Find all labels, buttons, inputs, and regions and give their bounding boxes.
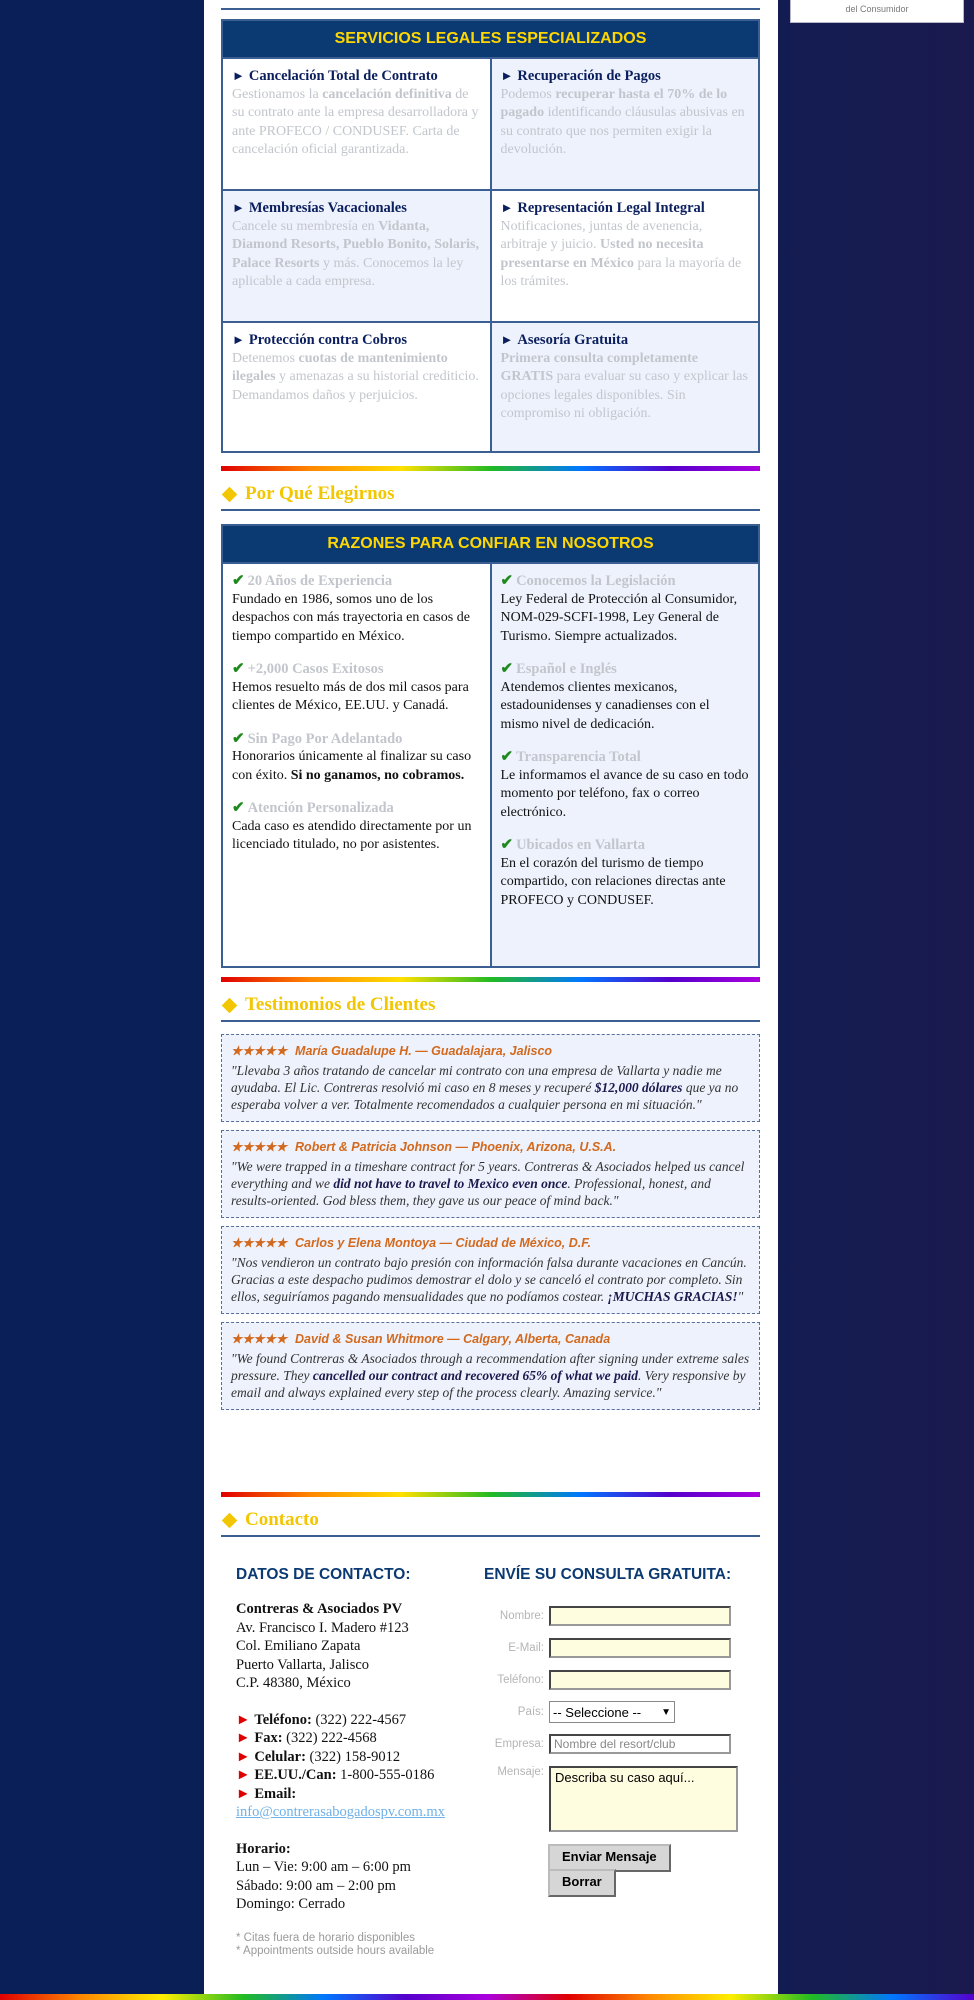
- main-content: [204, 0, 778, 1996]
- arrow-right-icon: ►: [232, 68, 245, 83]
- testimonial-card: [221, 1226, 760, 1314]
- arrow-right-icon: ►: [500, 68, 514, 83]
- reason-text: Fundado en 1986, somos uno de los despachos con más trayectoria en casos de tiempo compartido en México.: [232, 591, 470, 644]
- quote-emphasis: $12,000 dólares: [594, 1080, 683, 1095]
- divider: [221, 1535, 760, 1537]
- contact-section-title: [221, 1507, 760, 1535]
- checkmark-icon: ✔: [500, 749, 514, 765]
- service-cell: [491, 190, 760, 322]
- reason-text: Hemos resuelto más de dos mil casos para clientes de México, EE.UU. y Canadá.: [232, 679, 469, 713]
- quote-text: "We were trapped in a timeshare contract for 5 years. Contreras & Asociados helped us cancel everything and we: [231, 1159, 745, 1191]
- service-emphasis: cuotas de mantenimiento ilegales: [232, 350, 448, 384]
- service-cell: [491, 58, 760, 190]
- quote-text: "Nos vendieron un contrato bajo presión con información falsa durante vacaciones en Cancún. Gracias a este despacho pudimos demostrar el dolo y se canceló el contrato por completo. Sin ellos, seguiríamos pagando mensualidades que no podíamos costear.: [231, 1255, 747, 1304]
- service-cell: [222, 58, 491, 190]
- us-phone-label: EE.UU./Can:: [254, 1767, 337, 1783]
- reason-heading: Sin Pago Por Adelantado: [247, 730, 403, 747]
- reason-body: [501, 679, 750, 735]
- checkmark-icon: ✔: [232, 730, 245, 747]
- diamond-icon: [222, 997, 238, 1013]
- cell-line: [236, 1748, 476, 1767]
- testimonials-title-text: Testimonios de Clientes: [245, 994, 436, 1015]
- email-label: Email:: [254, 1785, 297, 1802]
- quote-text: "We found Contreras & Asociados through a recommendation after signing under extreme sales pressure. They: [231, 1351, 750, 1383]
- chevron-down-icon: ▼: [661, 1706, 671, 1718]
- company-label: Empresa:: [494, 1738, 544, 1750]
- service-title: Recuperación de Pagos: [517, 68, 661, 84]
- service-emphasis: Primera consulta completamente GRATIS: [500, 350, 698, 384]
- service-text: Podemos: [500, 86, 556, 102]
- testimonial-card: [221, 1322, 760, 1410]
- cell-value: (322) 158-9012: [305, 1748, 401, 1765]
- reason-heading: Español e Inglés: [516, 661, 617, 677]
- reason-heading: Conocemos la Legislación: [516, 573, 676, 589]
- service-cell: [222, 322, 491, 452]
- diamond-icon: [222, 486, 238, 502]
- address-line: Av. Francisco I. Madero #123: [236, 1619, 409, 1636]
- services-table: [221, 19, 760, 453]
- arrow-right-icon: ►: [236, 1748, 251, 1765]
- reason-body: [232, 679, 481, 716]
- us-phone-value: 1-800-555-0186: [336, 1767, 435, 1783]
- service-text: Notificaciones, juntas de avenencia, arbitraje y juicio.: [500, 218, 703, 252]
- service-cell: [222, 190, 491, 322]
- email-link[interactable]: info@contrerasabogadospv.com.mx: [236, 1804, 445, 1820]
- reason-heading: Transparencia Total: [516, 749, 641, 765]
- quote-emphasis: ¡MUCHAS GRACIAS!: [607, 1289, 738, 1304]
- service-emphasis: cancelación definitiva: [322, 86, 452, 102]
- star-rating-icon: ★★★★★: [231, 1332, 288, 1346]
- service-emphasis: recuperar hasta el 70% de lo pagado: [500, 86, 728, 120]
- testimonial-name: Robert & Patricia Johnson — Phoenix, Arizona, U.S.A.: [295, 1140, 617, 1154]
- reason-body: [501, 591, 750, 647]
- arrow-right-icon: ►: [232, 332, 245, 347]
- arrow-right-icon: ►: [236, 1730, 251, 1746]
- service-emphasis: Usted no necesita presentarse en México: [500, 237, 704, 271]
- checkmark-icon: ✔: [500, 573, 514, 589]
- phone-value: (322) 222-4567: [311, 1711, 407, 1728]
- firm-name: Contreras & Asociados PV: [236, 1601, 403, 1617]
- testimonial-quote: [231, 1254, 750, 1305]
- checkmark-icon: ✔: [232, 800, 245, 816]
- contact-area: [221, 1566, 760, 1957]
- service-text: identificando cláusulas abusivas en su contrato que nos permiten exigir la devolución.: [500, 105, 745, 157]
- contact-details: [236, 1566, 476, 1959]
- message-text: Describa su caso aquí...: [555, 1770, 695, 1785]
- reason-body: [232, 748, 481, 785]
- divider: [221, 1020, 760, 1022]
- service-title: Representación Legal Integral: [517, 200, 705, 216]
- service-text: Cancele su membresía en: [232, 218, 379, 234]
- service-text: y amenazas a su historial crediticio. Demandamos daños y perjuicios.: [232, 369, 479, 403]
- reason-heading: 20 Años de Experiencia: [247, 573, 393, 589]
- star-rating-icon: ★★★★★: [231, 1044, 288, 1058]
- service-text: para la mayoría de los trámites.: [500, 255, 742, 289]
- hours-label: Horario:: [236, 1840, 291, 1857]
- service-text: para evaluar su caso y explicar las opciones legales disponibles. Sin compromiso ni obligación.: [500, 369, 748, 421]
- message-label: Mensaje:: [497, 1766, 544, 1778]
- message-textarea[interactable]: [549, 1766, 738, 1832]
- testimonial-author: [231, 1235, 750, 1250]
- country-label: País:: [517, 1706, 544, 1718]
- contact-details-heading: DATOS DE CONTACTO:: [236, 1566, 411, 1583]
- contact-title-text: Contacto: [245, 1509, 319, 1530]
- service-title: Cancelación Total de Contrato: [248, 68, 438, 84]
- phone-input[interactable]: [549, 1670, 731, 1690]
- address-line: Puerto Vallarta, Jalisco: [236, 1656, 370, 1673]
- cell-label: Celular:: [254, 1748, 306, 1765]
- testimonial-name: Carlos y Elena Montoya — Ciudad de México, D.F.: [295, 1236, 591, 1250]
- rainbow-divider: [221, 466, 760, 471]
- arrow-right-icon: ►: [236, 1785, 251, 1802]
- address-line: C.P. 48380, México: [236, 1675, 351, 1691]
- address-line: Col. Emiliano Zapata: [236, 1638, 361, 1654]
- reason-text: En el corazón del turismo de tiempo compartido, con relaciones directas ante PROFECO y CONDUSEF.: [500, 855, 726, 908]
- arrow-right-icon: ►: [500, 332, 514, 347]
- hours-note: * Appointments outside hours available: [236, 1945, 435, 1957]
- diamond-icon: [222, 1512, 238, 1528]
- checkmark-icon: ✔: [500, 661, 514, 677]
- checkmark-icon: ✔: [500, 837, 514, 853]
- star-rating-icon: ★★★★★: [231, 1140, 288, 1154]
- quote-text: que ya no esperaba volver a ver. Totalmente recomendados a cualquier persona en mi situación.": [231, 1080, 739, 1112]
- reason-body: [232, 591, 481, 647]
- reason-emphasis: Si no ganamos, no cobramos.: [290, 767, 465, 783]
- reset-button[interactable]: Borrar: [548, 1869, 616, 1897]
- fax-line: [236, 1729, 476, 1748]
- reasons-header: RAZONES PARA CONFIAR EN NOSOTROS: [222, 525, 759, 563]
- testimonial-card: [221, 1034, 760, 1122]
- quote-text: . Professional, honest, and results-oriented. God bless them, they gave us our peace of mind back.": [231, 1176, 711, 1208]
- sidebar-note-box: [790, 0, 964, 23]
- service-text: Gestionamos la: [232, 86, 323, 102]
- testimonials-section-title: [221, 992, 760, 1020]
- arrow-right-icon: ►: [236, 1711, 251, 1728]
- submit-button[interactable]: Enviar Mensaje: [548, 1844, 671, 1872]
- company-placeholder: Nombre del resort/club: [554, 1737, 676, 1751]
- name-label: Nombre:: [499, 1610, 544, 1622]
- divider: [221, 509, 760, 511]
- email-input[interactable]: [549, 1638, 731, 1658]
- testimonial-author: [231, 1139, 750, 1154]
- company-input[interactable]: [549, 1734, 731, 1754]
- why-title-text: Por Qué Elegirnos: [245, 483, 395, 504]
- name-input[interactable]: [549, 1606, 731, 1626]
- fax-label: Fax:: [254, 1730, 283, 1746]
- service-cell: [491, 322, 760, 452]
- testimonial-quote: [231, 1158, 750, 1209]
- reason-body: [232, 818, 481, 855]
- email-field-label: E-Mail:: [508, 1642, 544, 1654]
- testimonial-author: [231, 1043, 750, 1058]
- services-header: SERVICIOS LEGALES ESPECIALIZADOS: [222, 20, 759, 58]
- testimonial-name: María Guadalupe H. — Guadalajara, Jalisco: [295, 1044, 553, 1058]
- checkmark-icon: ✔: [232, 573, 245, 589]
- rainbow-divider: [221, 977, 760, 982]
- quote-text: ": [737, 1289, 744, 1304]
- reasons-table: [221, 524, 760, 968]
- service-text: Detenemos: [232, 350, 299, 366]
- country-selected-value: -- Seleccione --: [553, 1704, 642, 1720]
- reason-text: Atendemos clientes mexicanos, estadounidenses y canadienses con el mismo nivel de dedicación.: [500, 679, 710, 732]
- hours-line: Sábado: 9:00 am – 2:00 pm: [236, 1877, 396, 1894]
- reason-text: Cada caso es atendido directamente por un licenciado titulado, no por asistentes.: [232, 818, 472, 852]
- testimonial-quote: [231, 1350, 750, 1401]
- service-title: Membresías Vacacionales: [248, 200, 407, 216]
- arrow-right-icon: ►: [500, 200, 514, 215]
- arrow-right-icon: ►: [232, 200, 245, 215]
- quote-text: . Very responsive by email and always explained every step of the process clearly. Amazing service.": [231, 1368, 746, 1400]
- quote-text: "Llevaba 3 años tratando de cancelar mi contrato con una empresa de Vallarta y nadie me ayudaba. El Lic. Contreras resolvió mi caso en 8 meses y recuperé: [231, 1063, 722, 1095]
- service-emphasis: Vidanta, Diamond Resorts, Pueblo Bonito, Solaris, Palace Resorts: [232, 218, 479, 271]
- divider: [221, 8, 760, 10]
- contact-form: [484, 1566, 774, 1889]
- service-text: de su contrato ante la empresa desarrolladora y ante PROFECO / CONDUSEF. Carta de cancelación oficial garantizada.: [232, 86, 479, 157]
- reason-heading: Ubicados en Vallarta: [516, 837, 645, 853]
- reasons-right-column: [491, 563, 760, 967]
- rainbow-divider: [221, 1492, 760, 1497]
- fax-value: (322) 222-4568: [282, 1730, 377, 1746]
- reasons-left-column: [222, 563, 491, 967]
- hours-line: Lun – Vie: 9:00 am – 6:00 pm: [236, 1859, 411, 1875]
- star-rating-icon: ★★★★★: [231, 1236, 288, 1250]
- testimonial-quote: [231, 1062, 750, 1113]
- sidebar-note: del Consumidor: [845, 4, 909, 14]
- reason-body: [501, 855, 750, 911]
- phone-label: Teléfono:: [254, 1711, 312, 1728]
- phone-field-label: Teléfono:: [497, 1674, 544, 1686]
- rainbow-footer-bar: [0, 1994, 974, 2000]
- testimonial-card: [221, 1130, 760, 1218]
- hours-note: * Citas fuera de horario disponibles: [236, 1931, 415, 1944]
- us-phone-line: [236, 1766, 476, 1785]
- why-section-title: [221, 481, 760, 509]
- reason-text: Honorarios únicamente al finalizar su caso con éxito.: [232, 749, 472, 783]
- reason-text: Le informamos el avance de su caso en todo momento por teléfono, fax o correo electrónico.: [500, 767, 749, 820]
- reason-heading: +2,000 Casos Exitosos: [247, 661, 384, 677]
- service-text: y más. Conocemos la ley aplicable a cada empresa.: [232, 255, 464, 289]
- service-title: Asesoría Gratuita: [517, 332, 629, 348]
- service-title: Protección contra Cobros: [248, 332, 408, 348]
- reason-text: Ley Federal de Protección al Consumidor, NOM-029-SCFI-1998, Ley General de Turismo. Siempre actualizados.: [500, 591, 738, 644]
- phone-line: [236, 1711, 476, 1730]
- country-select[interactable]: [549, 1701, 675, 1723]
- reason-heading: Atención Personalizada: [247, 800, 394, 816]
- form-heading: ENVÍE SU CONSULTA GRATUITA:: [484, 1566, 732, 1583]
- testimonial-author: [231, 1331, 750, 1346]
- quote-emphasis: cancelled our contract and recovered 65% of what we paid: [312, 1368, 638, 1383]
- hours-line: Domingo: Cerrado: [236, 1896, 346, 1912]
- checkmark-icon: ✔: [232, 661, 245, 677]
- quote-emphasis: did not have to travel to Mexico even once: [333, 1176, 568, 1191]
- reason-body: [501, 767, 750, 823]
- testimonial-name: David & Susan Whitmore — Calgary, Alberta, Canada: [295, 1332, 611, 1346]
- email-line: [236, 1785, 476, 1804]
- arrow-right-icon: ►: [236, 1767, 251, 1783]
